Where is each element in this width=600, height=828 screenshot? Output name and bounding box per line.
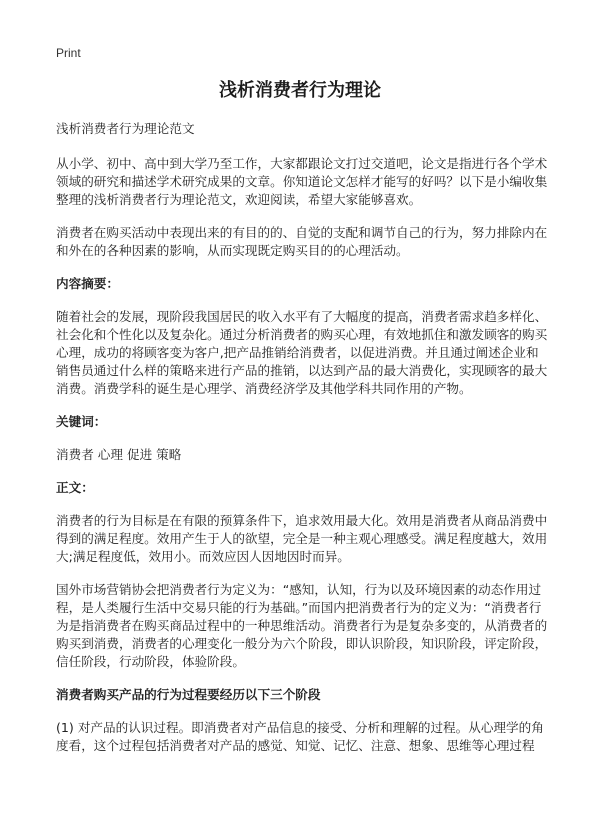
stages-heading: 消费者购买产品的行为过程要经历以下三个阶段 [56, 687, 321, 702]
keywords-paragraph: 消费者 心理 促进 策略 [56, 447, 182, 462]
keywords-heading: 关键词： [56, 414, 107, 429]
print-link[interactable]: Print [56, 46, 81, 60]
abstract-heading: 内容摘要： [56, 276, 119, 291]
intro-paragraph: 从小学、初中、高中到大学乃至工作，大家都跟论文打过交道吧，论文是指进行各个学术领域的研究和描述学术研究成果的文章。你知道论文怎样才能写的好吗？以下是小编收集整理的浅析消费者行为理论范文，欢迎阅读，希望大家能够喜欢。 [56, 156, 548, 207]
stage-1-paragraph: (1) 对产品的认识过程。即消费者对产品信息的接受、分析和理解的过程。从心理学的角度看，这个过程包括消费者对产品的感觉、知觉、记忆、注意、想象、思维等心理过程 [56, 720, 544, 753]
body-heading: 正文： [56, 480, 94, 495]
article-subtitle: 浅析消费者行为理论范文 [56, 121, 195, 136]
definition-paragraph: 消费者在购买活动中表现出来的有目的的、自觉的支配和调节自己的行为，努力排除内在和外在的各种因素的影响，从而实现既定购买目的的心理活动。 [56, 225, 548, 258]
abstract-paragraph: 随着社会的发展，现阶段我国居民的收入水平有了大幅度的提高，消费者需求趋多样化、社会化和个性化以及复杂化。通过分析消费者的购买心理，有效地抓住和激发顾客的购买心理，成功的将顾客变为客户,把产品推销给消费者，以促进消费。并且通过阐述企业和销售员通过什么样的策略来进行产品的推销，以达到产品的最大消费化，实现顾客的最大消费。消费学科的诞生是心理学、消费经济学及其他学科共同作用的产物。 [56, 309, 548, 396]
body-paragraph-2: 国外市场营销协会把消费者行为定义为：“感知，认知，行为以及环境因素的动态作用过程，是人类履行生活中交易只能的行为基础。”而国内把消费者行为的定义为：“消费者行为是指消费者在购买商品过程中的一种思维活动。消费者行为是复杂多变的，从消费者的购买到消费，消费者的心理变化一般分为六个阶段，即认识阶段，知识阶段，评定阶段，信任阶段，行动阶段，体验阶段。 [56, 582, 548, 669]
page-title: 浅析消费者行为理论 [219, 80, 381, 101]
article-body [56, 120, 550, 770]
body-paragraph-1: 消费者的行为目标是在有限的预算条件下，追求效用最大化。效用是消费者从商品消费中得到的满足程度。效用产生于人的欲望，完全是一种主观心理感受。满足程度越大，效用大;满足程度低，效用小。而效应因人因地因时而异。 [56, 513, 548, 564]
